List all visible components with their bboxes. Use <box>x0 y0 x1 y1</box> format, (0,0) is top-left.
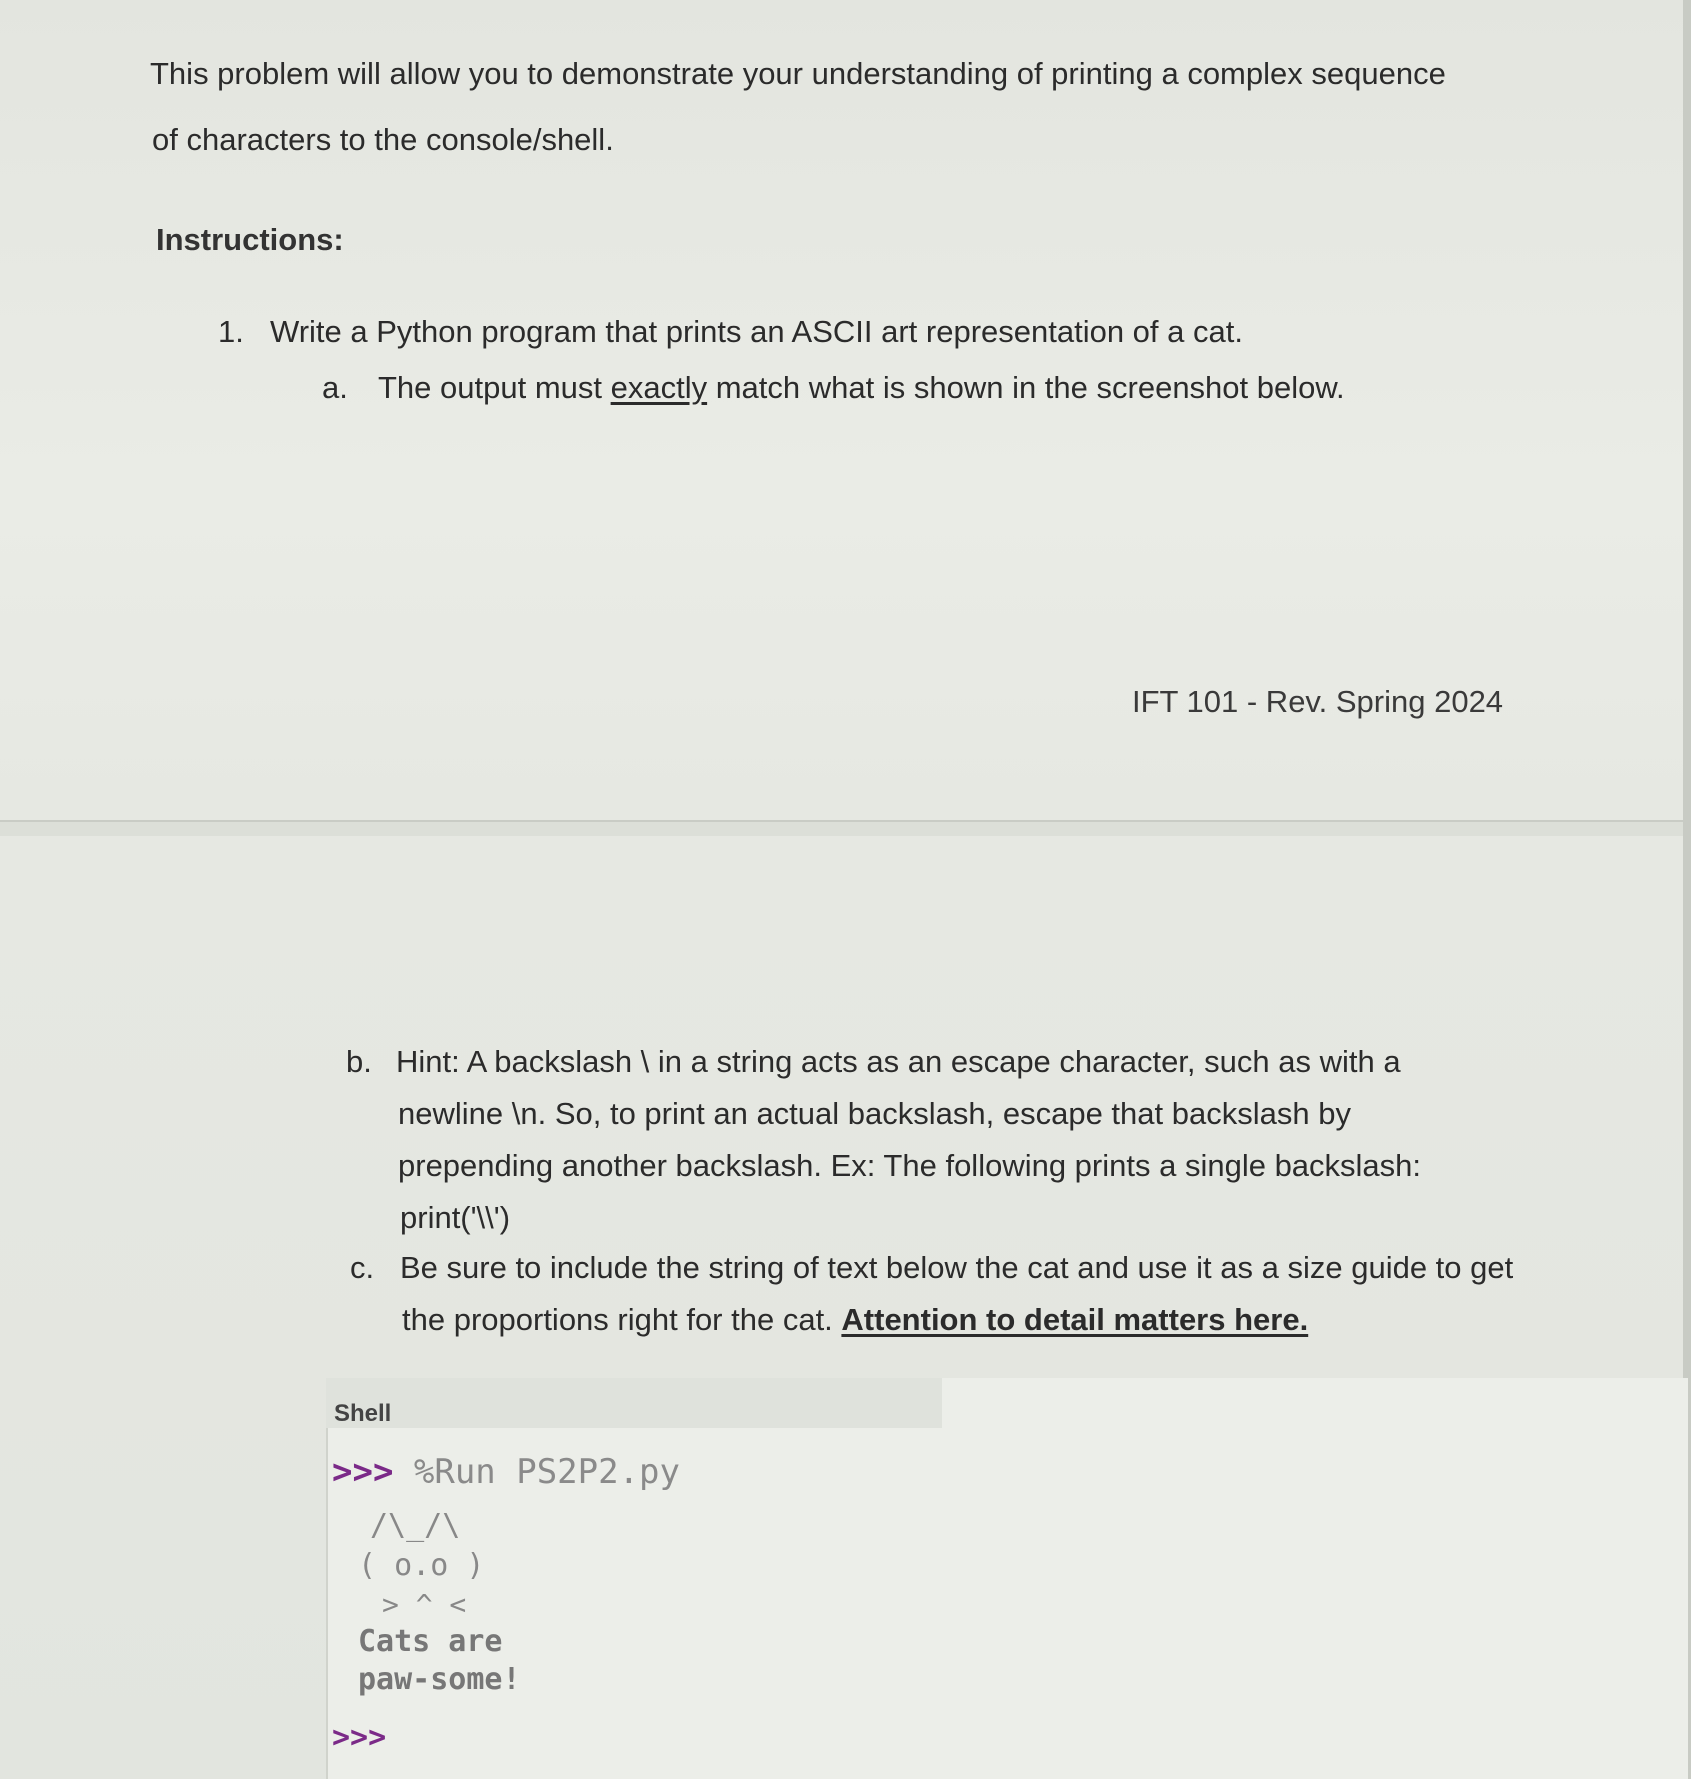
shell-output-line-2: paw-some! <box>358 1662 521 1697</box>
intro-line-2: of characters to the console/shell. <box>152 122 614 157</box>
item-c-line-2 <box>402 1302 1308 1338</box>
item-c-emphasis: Attention to detail matters here. <box>841 1302 1309 1337</box>
shell-panel[interactable] <box>326 1378 1688 1779</box>
item-1-number: 1. <box>218 314 244 349</box>
intro-line-1: This problem will allow you to demonstrate your understanding of printing a complex sequence <box>150 56 1446 91</box>
item-c-line-1: Be sure to include the string of text below the cat and use it as a size guide to get <box>400 1250 1514 1285</box>
item-c-line-2-text: the proportions right for the cat. <box>402 1302 842 1337</box>
shell-end-prompt[interactable]: >>> <box>332 1720 387 1755</box>
item-1-text: Write a Python program that prints an ASCII art representation of a cat. <box>270 314 1243 349</box>
shell-tab-label: Shell <box>334 1400 392 1427</box>
cat-ears: /\_/\ <box>370 1508 461 1543</box>
item-b-line-2: newline \n. So, to print an actual backslash, escape that backslash by <box>398 1096 1351 1131</box>
item-c-letter: c. <box>350 1250 375 1285</box>
item-a-text-before: The output must <box>378 370 611 405</box>
shell-tab[interactable] <box>326 1378 942 1428</box>
item-b-letter: b. <box>346 1044 372 1079</box>
shell-command: %Run PS2P2.py <box>393 1452 680 1492</box>
shell-output-line-1: Cats are <box>358 1624 503 1659</box>
item-a-text-after: match what is shown in the screenshot below. <box>707 370 1345 405</box>
item-b-line-1: Hint: A backslash \ in a string acts as an escape character, such as with a <box>396 1044 1401 1079</box>
cat-face: ( o.o ) <box>358 1548 485 1583</box>
cat-whiskers: > ^ < <box>382 1588 467 1621</box>
item-b-line-4: print('\\') <box>400 1200 511 1235</box>
item-a-letter: a. <box>322 370 348 405</box>
item-b-line-3: prepending another backslash. Ex: The following prints a single backslash: <box>398 1148 1422 1183</box>
shell-command-line <box>332 1452 680 1492</box>
instructions-heading: Instructions: <box>156 222 344 257</box>
shell-prompt: >>> <box>332 1452 394 1492</box>
page-footer: IFT 101 - Rev. Spring 2024 <box>1132 684 1504 719</box>
item-a-emphasis: exactly <box>610 370 708 405</box>
item-a-text <box>378 370 1345 406</box>
